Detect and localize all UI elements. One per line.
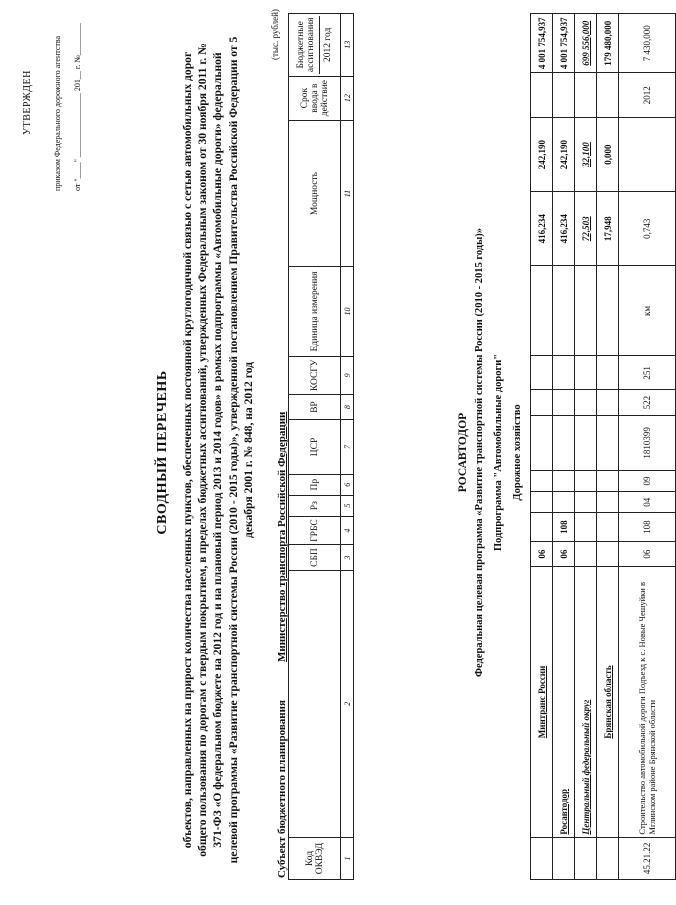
cell-vr (531, 390, 553, 415)
column-number: 11 (341, 120, 354, 267)
cell-budget: 7 430,000 (619, 14, 676, 73)
cell-code (597, 837, 619, 879)
data-table (530, 13, 676, 880)
units-note: (тыс. рублей) (270, 9, 280, 60)
cell-budget: 179 480,000 (597, 14, 619, 73)
cell-kosgu (553, 356, 575, 390)
cell-grbs: 108 (619, 513, 676, 542)
header-cell (289, 570, 341, 837)
header-cell: ГРБС (289, 516, 341, 545)
cell-name: Брянская область (597, 567, 619, 837)
cell-grbs (531, 513, 553, 542)
column-number: 12 (341, 76, 354, 120)
header-cell: Единица измерения (289, 267, 341, 356)
table-row (597, 14, 619, 880)
cell-code: 45.21.22 (619, 837, 676, 879)
approval-date-line: от "____" ________________ 201__ г. №________ (73, 23, 82, 191)
column-number: 6 (341, 474, 354, 495)
cell-sbp: 06 (619, 541, 676, 566)
cell-capacity-1: 416,234 (553, 192, 575, 266)
cell-kosgu (597, 356, 619, 390)
cell-term (597, 73, 619, 118)
column-number: 2 (341, 570, 354, 837)
cell-pr (597, 470, 619, 491)
cell-term (553, 73, 575, 118)
header-cell: КОСГУ (289, 356, 341, 394)
cell-rz (553, 492, 575, 513)
section-subprogram: Подпрограмма "Автомобильные дороги" (493, 353, 504, 552)
column-number: 3 (341, 545, 354, 570)
cell-capacity-2: 242,190 (531, 117, 553, 191)
column-number: 8 (341, 395, 354, 420)
cell-capacity-2: 0,000 (597, 117, 619, 191)
budget-header-label: Бюджетные ассигнования (296, 17, 316, 73)
cell-capacity-1: 17,948 (597, 192, 619, 266)
cell-rz (597, 492, 619, 513)
column-number: 13 (341, 14, 354, 77)
cell-vr (597, 390, 619, 415)
table-row (575, 14, 597, 880)
cell-csr: 1810399 (619, 415, 676, 470)
header-cell: Рз (289, 495, 341, 516)
cell-sbp: 06 (531, 541, 553, 566)
cell-pr (575, 470, 597, 491)
cell-sbp (575, 541, 597, 566)
cell-rz (531, 492, 553, 513)
cell-name: Строительство автомобильной дороги Подъезд к с. Новые Чешуйки в Мглинском районе Брянской области (619, 567, 676, 837)
cell-term (575, 73, 597, 118)
cell-vr (553, 390, 575, 415)
budget-year-label: 2012 год (319, 16, 333, 74)
subject-label: Субъект бюджетного планирования (276, 700, 288, 878)
cell-term: 2012 (619, 73, 676, 118)
cell-unit (575, 266, 597, 356)
cell-csr (553, 415, 575, 470)
cell-unit (531, 266, 553, 356)
approval-order-line: приказом Федерального дорожного агентства (53, 35, 62, 191)
cell-pr (531, 470, 553, 491)
table-row (619, 14, 676, 880)
cell-budget: 4 001 754,937 (531, 14, 553, 73)
cell-capacity-2: 32,100 (575, 117, 597, 191)
cell-capacity-1: 72,503 (575, 192, 597, 266)
column-number: 7 (341, 420, 354, 475)
table-row (553, 14, 575, 880)
header-row (289, 14, 341, 880)
cell-sbp (597, 541, 619, 566)
cell-unit (553, 266, 575, 356)
header-table (288, 13, 354, 880)
approval-title: УТВЕРЖДЕН (22, 70, 33, 135)
cell-rz: 04 (619, 492, 676, 513)
cell-grbs (575, 513, 597, 542)
cell-sbp: 06 (553, 541, 575, 566)
table-row (531, 14, 553, 880)
cell-capacity-2 (619, 117, 676, 191)
cell-code (531, 837, 553, 879)
cell-grbs (597, 513, 619, 542)
section-agency: РОСАВТОДОР (457, 412, 469, 493)
header-cell: Пр (289, 474, 341, 495)
cell-kosgu: 251 (619, 356, 676, 390)
column-number: 5 (341, 495, 354, 516)
cell-pr: 09 (619, 470, 676, 491)
section-branch: Дорожное хозяйство (512, 404, 523, 501)
cell-code (575, 837, 597, 879)
header-cell: Код ОКВЭД (289, 838, 341, 880)
cell-unit (597, 266, 619, 356)
cell-pr (553, 470, 575, 491)
cell-kosgu (531, 356, 553, 390)
header-cell-budget (289, 14, 341, 77)
cell-budget: 699 556,000 (575, 14, 597, 73)
cell-capacity-1: 0,743 (619, 192, 676, 266)
cell-budget: 4 001 754,937 (553, 14, 575, 73)
document-subtitle: объектов, направленных на прирост количества населенных пунктов, обеспеченных постоянной круглогодичной связью с сетью автомобильных дорог общего пользования по дорогам с твердым покрытием, в пределах бюджетных ассигнований, утвержденных Федеральным законом от 30 ноября 2011 г. № 371-ФЗ «О федеральном бюджете на 2012 год и на плановый период 2013 и 2014 годов» в рамках подпрограммы «Автомобильные дороги» федеральной целевой программы «Развитие транспортной системы России (2010 - 2015 годы)», утвержденной постановлением Правительства Российской Федерации от 5 декабря 2001 г. № 848, на 2012 год (181, 36, 255, 864)
header-cell: ВР (289, 395, 341, 420)
cell-term (531, 73, 553, 118)
cell-capacity-1: 416,234 (531, 192, 553, 266)
cell-code (553, 837, 575, 879)
column-number: 10 (341, 267, 354, 356)
cell-rz (575, 492, 597, 513)
cell-csr (531, 415, 553, 470)
column-number: 4 (341, 516, 354, 545)
header-cell: Срок ввода в действие (289, 76, 341, 120)
cell-grbs: 108 (553, 513, 575, 542)
header-cell: ЦСР (289, 420, 341, 475)
subject-value: Министерство транспорта Российской Федерации (276, 411, 288, 662)
header-cell: Мощность (289, 120, 341, 267)
cell-name: Центральный федеральный округ (575, 567, 597, 837)
cell-unit: км (619, 266, 676, 356)
column-number: 1 (341, 838, 354, 880)
column-number-row (341, 14, 354, 880)
cell-capacity-2: 242,190 (553, 117, 575, 191)
cell-vr: 522 (619, 390, 676, 415)
cell-csr (597, 415, 619, 470)
document-title: СВОДНЫЙ ПЕРЕЧЕНЬ (155, 370, 170, 535)
header-cell: СБП (289, 545, 341, 570)
section-program: Федеральная целевая программа «Развитие транспортной системы России (2010 - 2015 годы)» (474, 227, 485, 678)
cell-name: Росавтодор (553, 567, 575, 837)
cell-vr (575, 390, 597, 415)
column-number: 9 (341, 356, 354, 394)
cell-kosgu (575, 356, 597, 390)
cell-name: Минтранс России (531, 567, 553, 837)
cell-csr (575, 415, 597, 470)
